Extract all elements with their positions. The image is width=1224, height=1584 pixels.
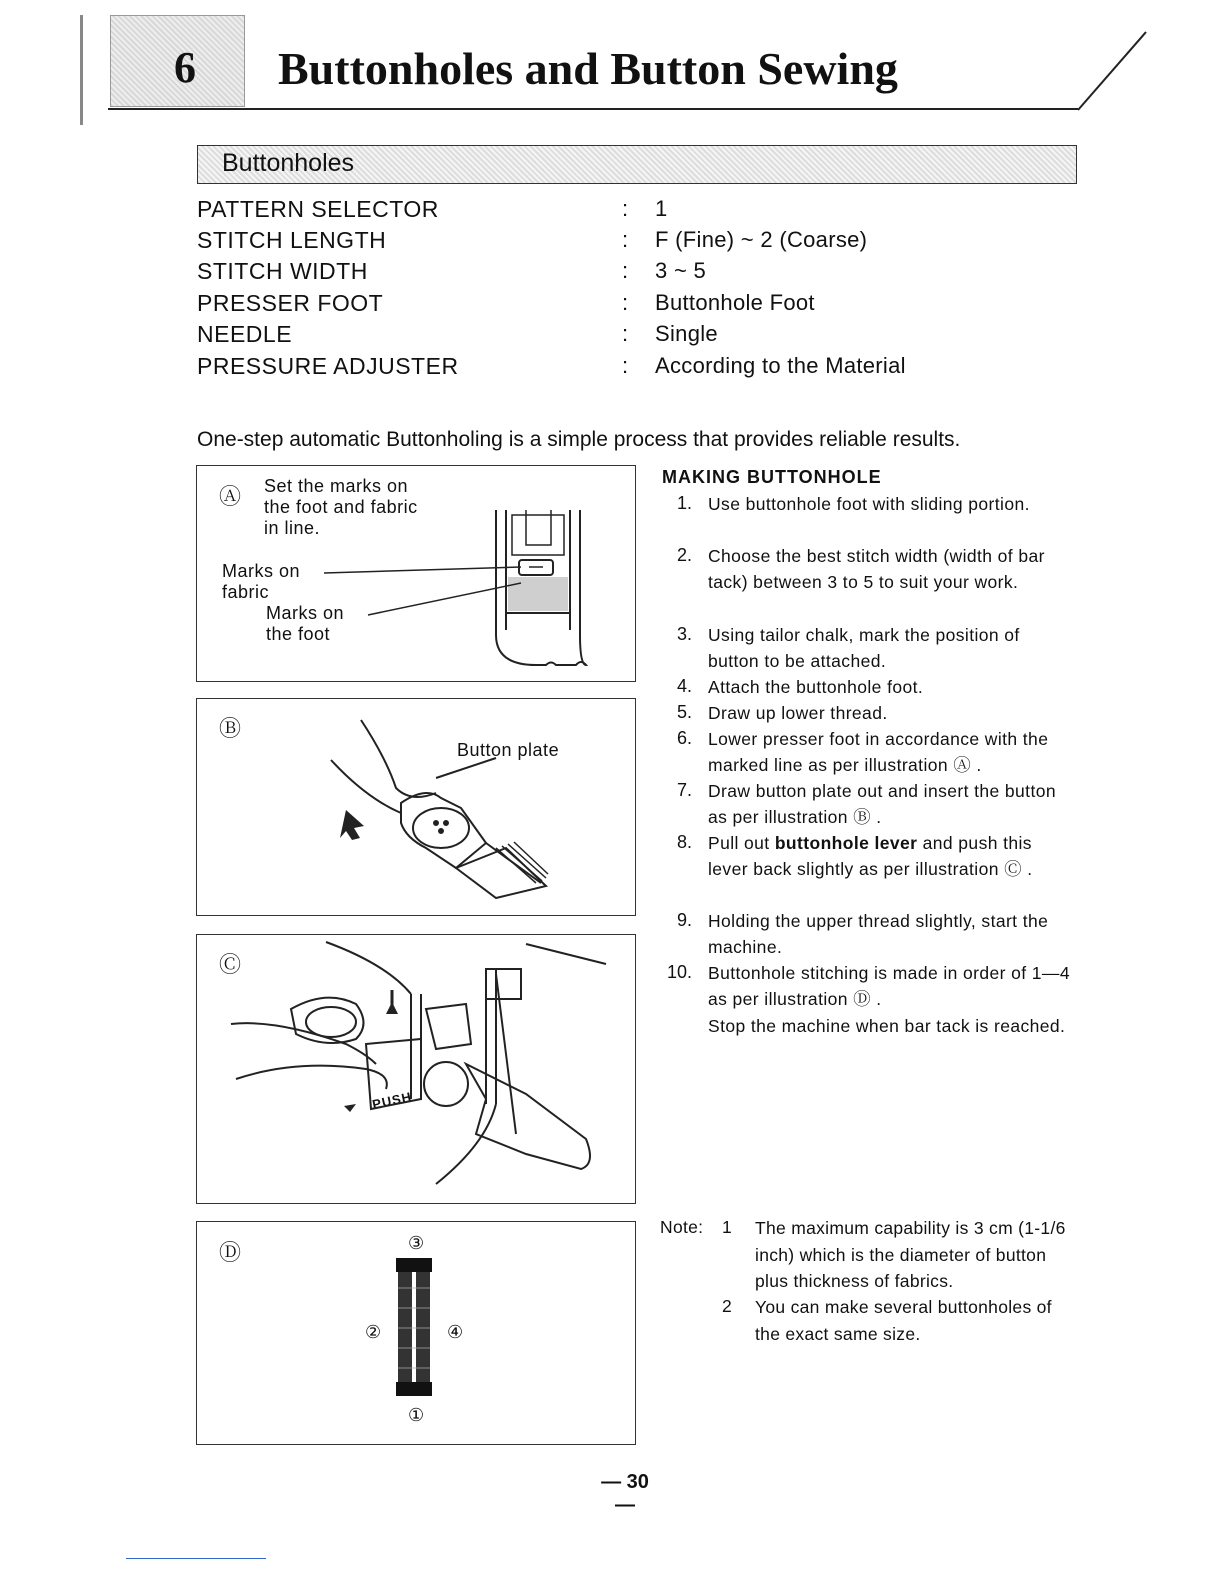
- step-text: [708, 830, 1072, 882]
- figure-a-letter: Ⓐ: [219, 484, 242, 509]
- button-plate-label: Button plate: [457, 740, 560, 760]
- push-label: PUSH: [370, 1088, 414, 1113]
- intro-text: One-step automatic Buttonholing is a simple process that provides reliable results.: [197, 428, 961, 451]
- setting-value: 3 ~ 5: [655, 258, 707, 283]
- setting-colon: :: [622, 227, 629, 252]
- foot-marks-label: the foot: [266, 624, 331, 644]
- setting-label: STITCH WIDTH: [197, 258, 368, 284]
- buttonhole-foot-drawing: [196, 465, 634, 680]
- stitch-order-mark-2: ②: [365, 1322, 382, 1342]
- figure-a-instruction-line: in line.: [264, 518, 321, 538]
- chapter-title: Buttonholes and Button Sewing: [278, 43, 898, 94]
- step-text-part: Pull out: [708, 833, 770, 853]
- step-number: 2.: [676, 545, 692, 565]
- header-rule: [108, 108, 1078, 110]
- foot-marks-label: Marks on: [266, 603, 345, 623]
- step-number: 7.: [676, 780, 692, 800]
- setting-value: 1: [655, 196, 668, 221]
- figure-a-instruction-line: Set the marks on: [264, 476, 409, 496]
- step-number: 5.: [676, 702, 692, 722]
- step-text: Draw up lower thread.: [708, 703, 888, 723]
- step-number: 6.: [676, 728, 692, 748]
- figure-b-letter: Ⓑ: [219, 716, 242, 741]
- step-text: Attach the buttonhole foot.: [708, 677, 924, 697]
- stitch-order-mark-1: ①: [408, 1405, 425, 1425]
- note-label: Note:: [660, 1217, 704, 1237]
- step-text: Choose the best stitch width (width of bar tack) between 3 to 5 to suit your work.: [708, 546, 1045, 592]
- buttonhole-stitch-drawing: [396, 1258, 432, 1396]
- fabric-marks-label: Marks on: [222, 561, 301, 581]
- setting-colon: :: [622, 196, 629, 221]
- step-text: Lower presser foot in accordance with the marked line as per illustration Ⓐ .: [708, 729, 1049, 775]
- step-text-part: and push this lever back slightly as per illustration Ⓒ .: [708, 833, 1033, 879]
- footer-rule: [126, 1558, 266, 1559]
- step-text: Holding the upper thread slightly, start the machine.: [708, 911, 1049, 957]
- step-number: 4.: [676, 676, 692, 696]
- setting-label: STITCH LENGTH: [197, 227, 387, 253]
- note-text: The maximum capability is 3 cm (1-1/6 inch) which is the diameter of button plus thickness of fabrics.: [755, 1218, 1066, 1291]
- step-number: 8.: [676, 832, 692, 852]
- fabric-marks-label: fabric: [222, 582, 270, 602]
- step-number: 9.: [676, 910, 692, 930]
- chapter-number: 6: [174, 43, 196, 92]
- stitch-order-mark-4: ④: [447, 1322, 464, 1342]
- setting-colon: :: [622, 290, 629, 315]
- section-title: Buttonholes: [222, 149, 355, 177]
- step-text: Buttonhole stitching is made in order of 1—4 as per illustration Ⓓ .: [708, 963, 1070, 1009]
- step-text: Draw button plate out and insert the button as per illustration Ⓑ .: [708, 781, 1056, 827]
- step-number: 3.: [676, 624, 692, 644]
- figure-d-letter: Ⓓ: [219, 1240, 242, 1265]
- setting-label: PRESSER FOOT: [197, 290, 384, 316]
- button-plate-drawing: [196, 698, 634, 914]
- setting-colon: :: [622, 258, 629, 283]
- step-text: Use buttonhole foot with sliding portion.: [708, 494, 1030, 514]
- header-slash-decoration: [1070, 30, 1150, 112]
- step-text: Stop the machine when bar tack is reached.: [708, 1016, 1066, 1036]
- step-number: 10.: [666, 962, 692, 982]
- setting-colon: :: [622, 353, 629, 378]
- setting-value: According to the Material: [655, 353, 906, 378]
- step-text: Using tailor chalk, mark the position of button to be attached.: [708, 625, 1020, 671]
- setting-label: PATTERN SELECTOR: [197, 196, 439, 222]
- buttonhole-lever-drawing: [196, 934, 634, 1202]
- setting-value: Single: [655, 321, 718, 346]
- setting-colon: :: [622, 321, 629, 346]
- figure-a-instruction-line: the foot and fabric: [264, 497, 418, 517]
- note-number: 1: [722, 1217, 732, 1237]
- figure-c-letter: Ⓒ: [219, 952, 242, 977]
- buttonhole-lever-term: buttonhole lever: [774, 833, 918, 853]
- setting-label: PRESSURE ADJUSTER: [197, 353, 459, 379]
- note-number: 2: [722, 1296, 732, 1316]
- setting-label: NEEDLE: [197, 321, 293, 347]
- page-number: — 30 —: [601, 1471, 649, 1516]
- setting-value: F (Fine) ~ 2 (Coarse): [655, 227, 868, 252]
- stitch-order-mark-3: ③: [408, 1233, 425, 1253]
- note-text: You can make several buttonholes of the exact same size.: [755, 1297, 1052, 1344]
- making-buttonhole-title: MAKING BUTTONHOLE: [662, 467, 882, 487]
- margin-scan-bar: [80, 15, 83, 125]
- setting-value: Buttonhole Foot: [655, 290, 815, 315]
- step-number: 1.: [676, 493, 692, 513]
